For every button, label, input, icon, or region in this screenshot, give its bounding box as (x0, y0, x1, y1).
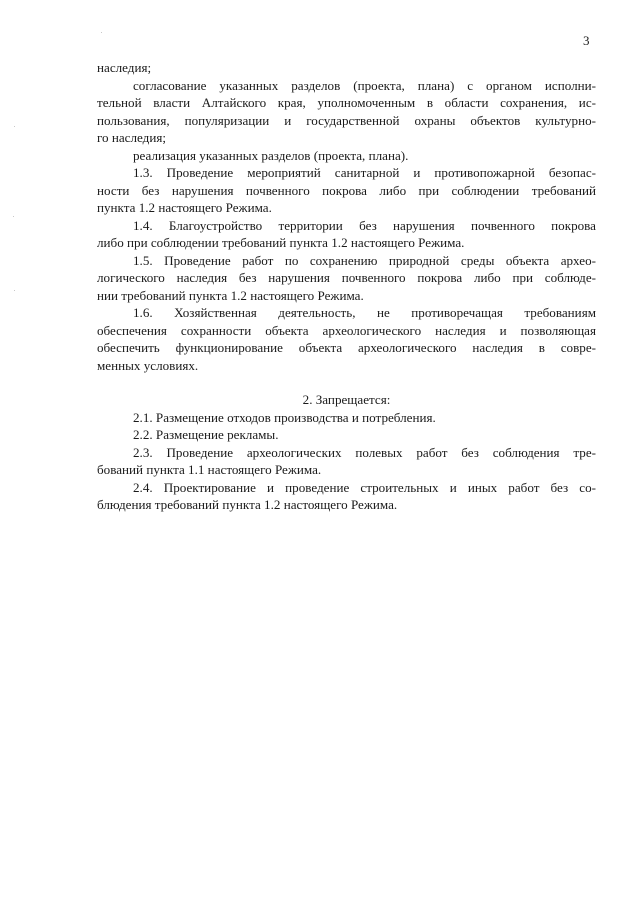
text-line: 1.3. Проведение мероприятий санитарной и противопожарной безопас- (133, 165, 596, 180)
section-heading: 2. Запрещается: (302, 392, 391, 407)
scan-speck (14, 126, 15, 127)
document-body (97, 59, 596, 514)
text-line: логического наследия без нарушения почвенного покрова либо при соблюде- (97, 270, 596, 285)
page-number: 3 (583, 33, 590, 48)
text-line: нии требований пункта 1.2 настоящего Режима. (97, 287, 364, 303)
text-line: 2.4. Проектирование и проведение строительных и иных работ без со- (133, 479, 596, 495)
text-line: пункта 1.2 настоящего Режима. (97, 200, 272, 215)
text-line: менных условиях. (97, 357, 199, 373)
text-line: ности без нарушения почвенного покрова либо при соблюдении требований (97, 182, 596, 198)
scan-speck (14, 290, 15, 291)
text-line: пользования, популяризации и государственной охраны объектов культурно- (97, 112, 596, 128)
text-line: бований пункта 1.1 настоящего Режима. (97, 462, 322, 477)
scan-speck (13, 216, 14, 217)
text-line: наследия; (97, 60, 152, 75)
text-line: блюдения требований пункта 1.2 настоящего Режима. (97, 497, 398, 512)
text-line: тельной власти Алтайского края, уполномоченным в области сохранения, ис- (97, 95, 596, 110)
section-spacer (97, 374, 596, 391)
text-line: 1.4. Благоустройство территории без нарушения почвенного покрова (133, 217, 596, 233)
text-line: либо при соблюдении требований пункта 1.2 настоящего Режима. (97, 235, 465, 250)
text-line: обеспечения сохранности объекта археологического наследия и позволяющая (97, 322, 596, 338)
scan-speck (101, 32, 102, 33)
text-line: 1.6. Хозяйственная деятельность, не противоречащая требованиям (133, 305, 596, 320)
text-line: реализация указанных разделов (проекта, плана). (133, 147, 409, 163)
text-line: 2.2. Размещение рекламы. (133, 427, 279, 442)
text-line: го наследия; (97, 130, 166, 145)
text-line: 2.1. Размещение отходов производства и потребления. (133, 409, 436, 425)
text-line: 2.3. Проведение археологических полевых работ без соблюдения тре- (133, 444, 596, 460)
text-line: 1.5. Проведение работ по сохранению природной среды объекта архео- (133, 252, 596, 268)
text-line: обеспечить функционирование объекта археологического наследия в совре- (97, 340, 596, 355)
text-line: согласование указанных разделов (проекта, плана) с органом исполни- (133, 77, 596, 93)
